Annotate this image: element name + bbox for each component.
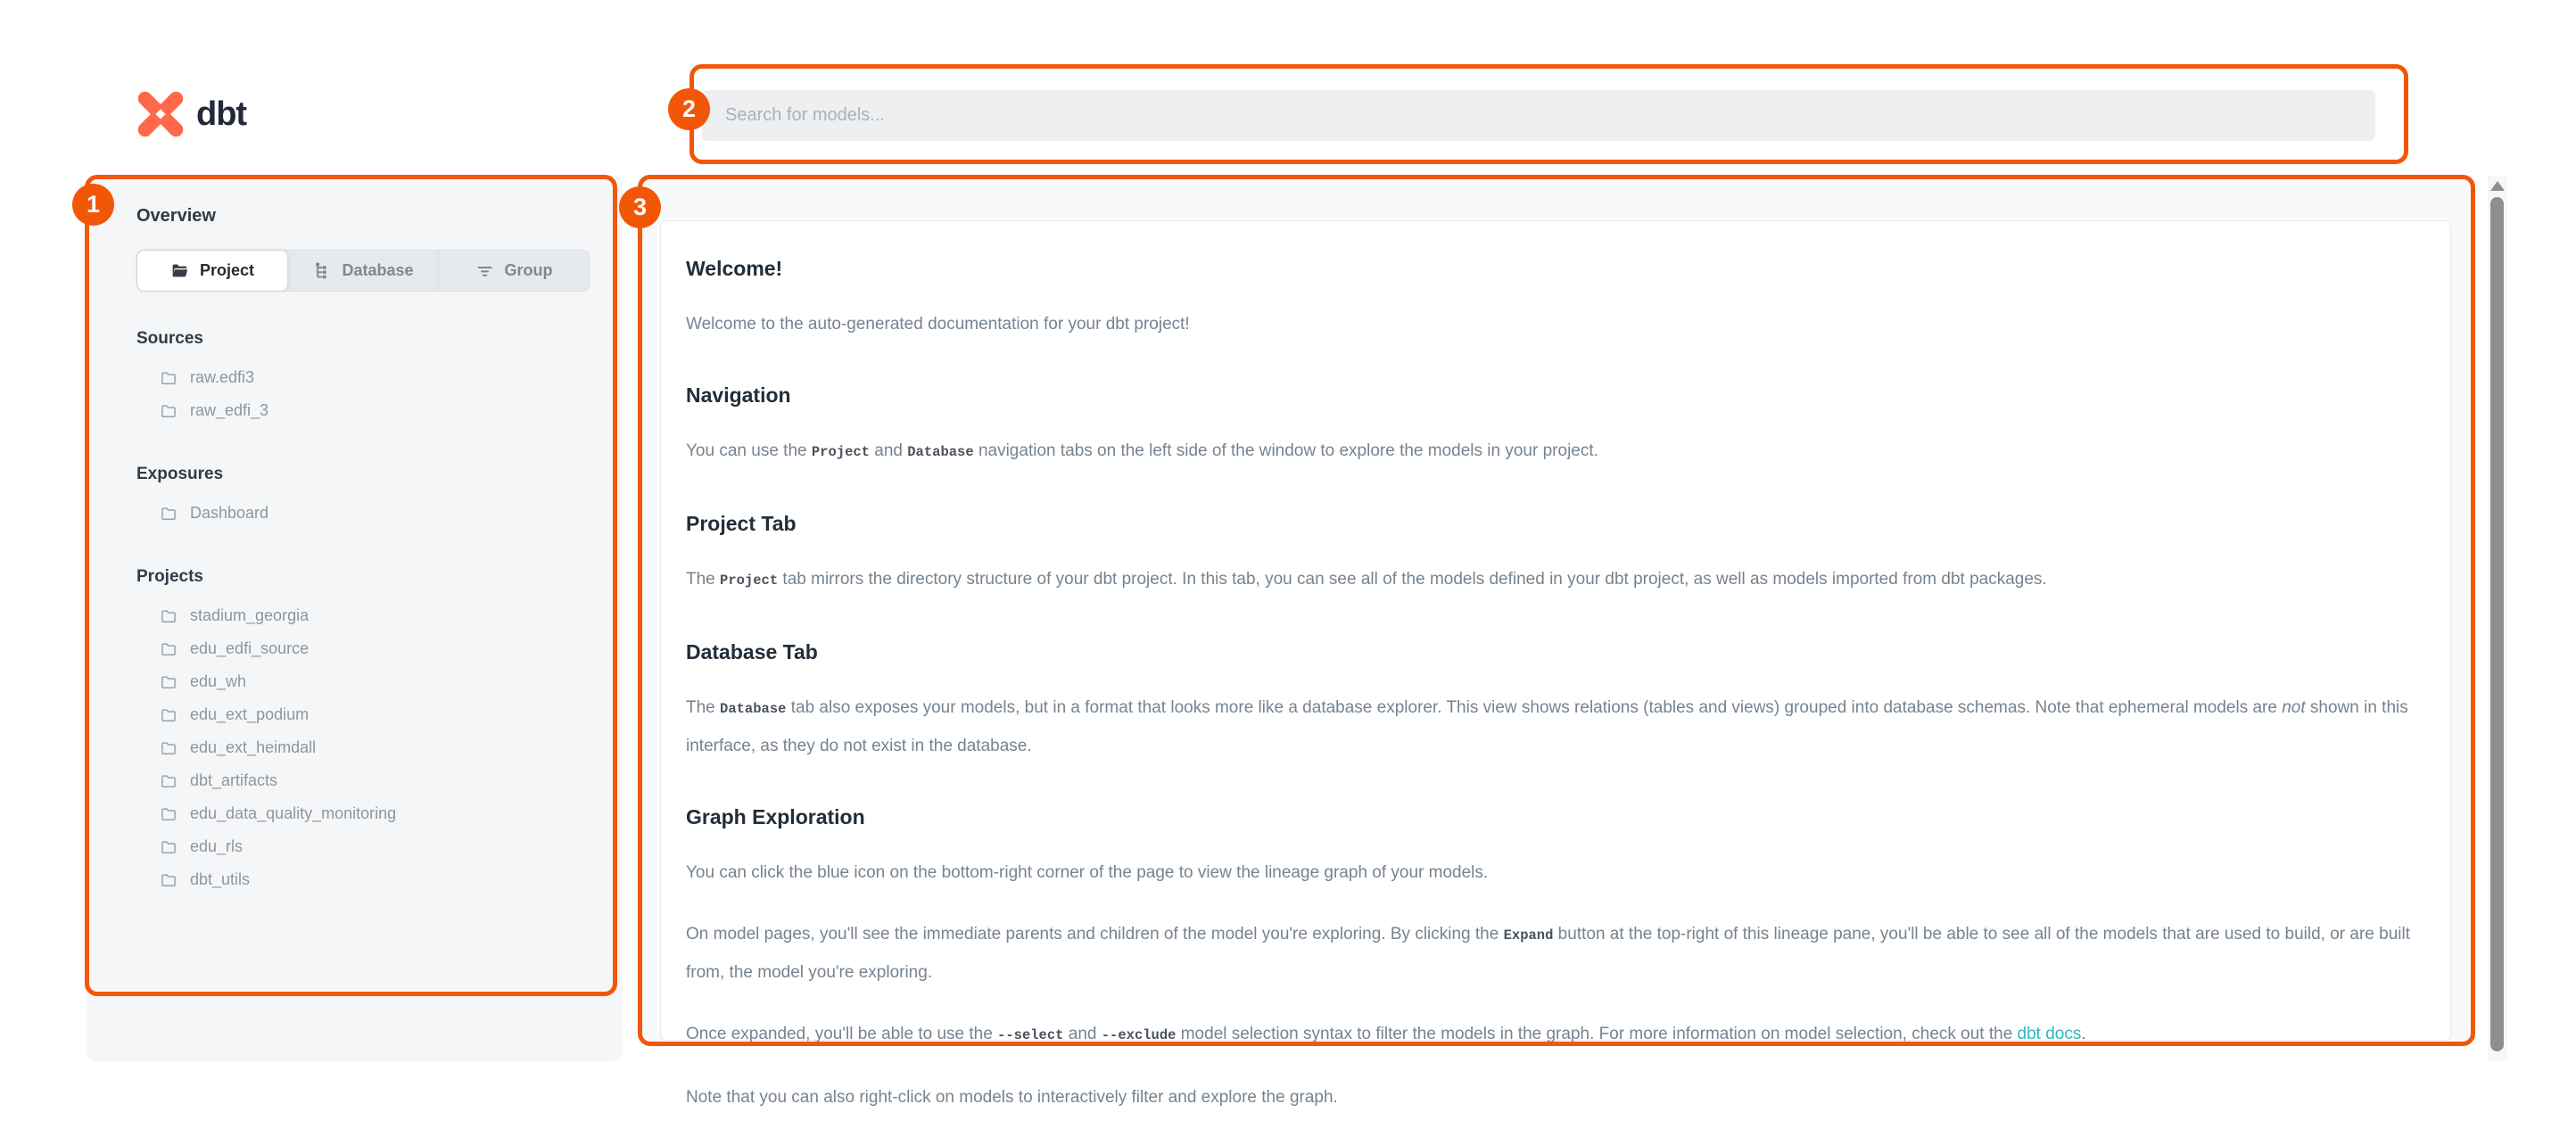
text-run: . (2081, 1025, 2086, 1043)
text-run: tab mirrors the directory structure of your dbt project. In this tab, you can see all of the models defined in your dbt project, as well as models imported from dbt packages. (778, 570, 2047, 589)
folder-outline-icon (160, 739, 178, 757)
sidebar-item-label: dbt_artifacts (190, 771, 278, 789)
text-run: The (686, 698, 721, 717)
doc-heading-project-tab: Project Tab (686, 512, 797, 535)
tab-group[interactable] (439, 251, 589, 291)
tab-label: Database (342, 261, 414, 279)
sidebar-item-label: edu_ext_heimdall (190, 738, 317, 756)
sidebar-item-label: edu_ext_podium (190, 705, 310, 723)
doc-paragraph (686, 433, 2423, 471)
doc-paragraph (686, 689, 2423, 764)
vertical-scrollbar[interactable] (2488, 176, 2507, 1061)
sidebar-item-label: dbt_utils (190, 870, 251, 888)
doc-heading-navigation: Navigation (686, 383, 791, 407)
dbt-docs-link[interactable]: dbt docs (2017, 1025, 2082, 1043)
emphasis-text: not (2282, 698, 2306, 717)
folder-outline-icon (160, 607, 178, 625)
folder-outline-icon (160, 772, 178, 790)
sidebar-item-Dashboard[interactable] (136, 497, 589, 530)
sidebar-item-edu_edfi_source[interactable] (136, 632, 589, 665)
dbt-logo-icon (136, 89, 186, 139)
text-run: shown in this interface, as they do not exist in the database. (686, 698, 2408, 755)
scrollbar-thumb[interactable] (2490, 197, 2504, 1051)
inline-code: Database (720, 701, 787, 717)
text-run: On model pages, you'll see the immediate parents and children of the model you're exploring. By clicking the (686, 925, 1504, 944)
tab-project[interactable] (137, 251, 288, 291)
doc-heading-database-tab: Database Tab (686, 640, 818, 663)
sidebar-item-raw.edfi3[interactable] (136, 361, 589, 394)
sidebar-tab-group (136, 250, 590, 292)
text-run: Note that you can also right-click on models to interactively filter and explore the graph. (686, 1088, 1338, 1107)
sidebar-item-edu_data_quality_monitoring[interactable] (136, 797, 589, 830)
tab-database[interactable] (288, 251, 439, 291)
search-input[interactable] (702, 90, 2375, 141)
sidebar-section-exposures (136, 465, 589, 530)
sidebar-item-dbt_artifacts[interactable] (136, 764, 589, 797)
sidebar-item-label: raw.edfi3 (190, 368, 255, 386)
sidebar-item-dbt_utils[interactable] (136, 863, 589, 896)
folder-outline-icon (160, 402, 178, 420)
sidebar-section-heading: Sources (136, 329, 203, 348)
main-content-region (638, 175, 2475, 1107)
inline-code: Project (811, 444, 870, 460)
folder-outline-icon (160, 640, 178, 658)
annotation-badge-1: 1 (72, 184, 114, 226)
sidebar-item-edu_wh[interactable] (136, 665, 589, 698)
doc-paragraph (686, 1016, 2423, 1054)
sidebar-item-label: stadium_georgia (190, 606, 310, 624)
sidebar-item-label: edu_wh (190, 672, 247, 690)
sidebar-section-heading: Exposures (136, 465, 224, 483)
sidebar-item-edu_ext_podium[interactable] (136, 698, 589, 731)
text-run: Once expanded, you'll be able to use the (686, 1025, 998, 1043)
annotation-badge-3: 3 (619, 186, 661, 228)
folder-outline-icon (160, 369, 178, 387)
sidebar-item-label: edu_rls (190, 837, 244, 855)
text-run: and (1063, 1025, 1102, 1043)
sidebar-item-label: edu_data_quality_monitoring (190, 804, 397, 822)
dbt-logo (136, 89, 246, 139)
sidebar-item-label: raw_edfi_3 (190, 401, 269, 419)
folder-outline-icon (160, 505, 178, 523)
text-run: Welcome to the auto-generated documentation for your dbt project! (686, 315, 1190, 334)
text-run: and (869, 441, 908, 460)
sidebar-item-edu_rls[interactable] (136, 830, 589, 863)
folder-outline-icon (160, 838, 178, 856)
sidebar-section-projects (136, 567, 589, 896)
text-run: You can use the (686, 441, 812, 460)
doc-heading-welcome: Welcome! (686, 257, 783, 280)
text-run: model selection syntax to filter the models in the graph. For more information on model selection, check out the (1176, 1025, 2018, 1043)
folder-outline-icon (160, 805, 178, 823)
text-run: The (686, 570, 721, 589)
doc-paragraph (686, 916, 2423, 991)
inline-code: Expand (1503, 927, 1554, 944)
doc-paragraph (686, 854, 2423, 891)
folder-outline-icon (160, 706, 178, 724)
sidebar (87, 176, 623, 1061)
sidebar-item-edu_ext_heimdall[interactable] (136, 731, 589, 764)
scrollbar-up-arrow-icon[interactable] (2490, 181, 2505, 191)
sidebar-item-raw_edfi_3[interactable] (136, 394, 589, 427)
text-run: tab also exposes your models, but in a format that looks more like a database explorer. This view shows relations (tables and views) grouped into database schemas. Note that ephemeral models are (786, 698, 2283, 717)
inline-code: --exclude (1101, 1027, 1177, 1043)
tab-label: Group (504, 261, 553, 279)
annotation-badge-2: 2 (668, 88, 710, 130)
dbt-logo-text: dbt (196, 95, 247, 133)
sidebar-item-stadium_georgia[interactable] (136, 599, 589, 632)
inline-code: Project (720, 573, 779, 589)
overview-doc-card (660, 220, 2451, 1107)
doc-paragraph (686, 1079, 2423, 1116)
folder-open-icon (170, 261, 189, 280)
tab-label: Project (199, 261, 255, 279)
inline-code: Database (907, 444, 974, 460)
folder-outline-icon (160, 673, 178, 691)
sidebar-section-heading: Projects (136, 567, 203, 586)
sidebar-item-label: Dashboard (190, 504, 269, 522)
tree-icon (312, 261, 331, 280)
text-run: You can click the blue icon on the bottom-right corner of the page to view the lineage graph of your models. (686, 863, 1489, 882)
sidebar-overview-link[interactable]: Overview (136, 206, 216, 226)
folder-outline-icon (160, 871, 178, 889)
sidebar-section-sources (136, 329, 589, 427)
text-run: navigation tabs on the left side of the window to explore the models in your project. (973, 441, 1598, 460)
text-run: button at the top-right of this lineage pane, you'll be able to see all of the models that are used to build, or are built from, the model you're exploring. (686, 925, 2410, 982)
doc-paragraph (686, 561, 2423, 599)
inline-code: --select (997, 1027, 1064, 1043)
filter-lines-icon (475, 261, 494, 280)
sidebar-item-label: edu_edfi_source (190, 639, 310, 657)
doc-heading-graph-exploration: Graph Exploration (686, 805, 865, 828)
doc-paragraph (686, 306, 2423, 342)
